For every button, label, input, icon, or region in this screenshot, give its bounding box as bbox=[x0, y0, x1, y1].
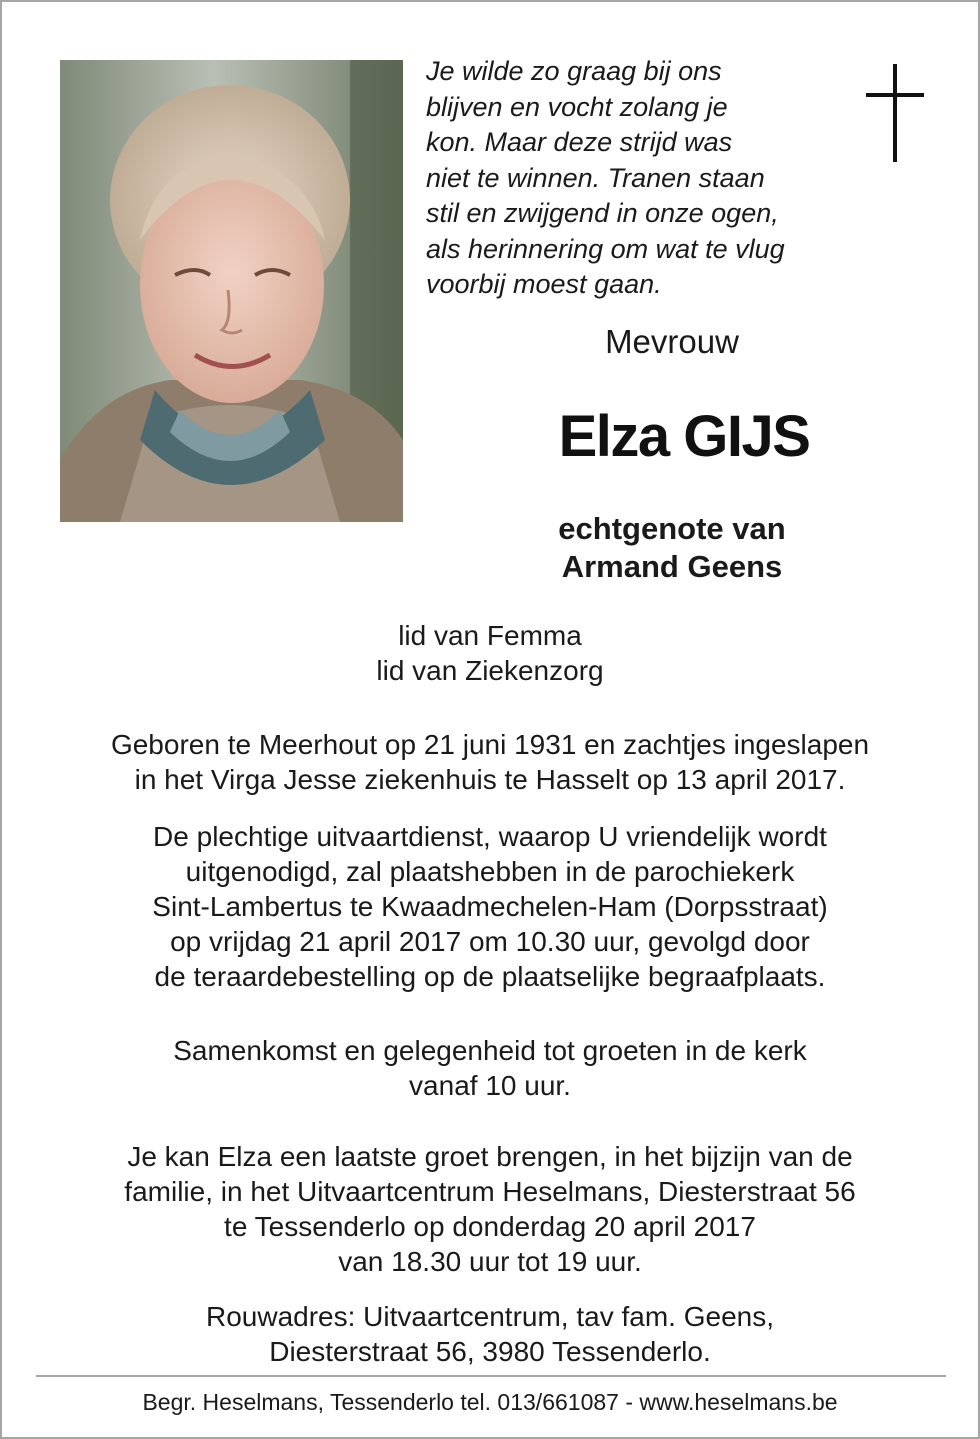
portrait-illustration bbox=[60, 60, 403, 522]
portrait-photo bbox=[60, 60, 403, 522]
text-line: in het Virga Jesse ziekenhuis te Hasselt op 13 april 2017. bbox=[134, 764, 846, 795]
poem-line: kon. Maar deze strijd was bbox=[426, 127, 733, 157]
funeral-service-paragraph bbox=[2, 819, 978, 994]
text-line: De plechtige uitvaartdienst, waarop U vriendelijk wordt bbox=[153, 821, 827, 852]
footer-divider bbox=[36, 1375, 946, 1377]
cross-icon bbox=[866, 64, 924, 162]
poem-line: niet te winnen. Tranen staan bbox=[426, 162, 765, 193]
text-line: op vrijdag 21 april 2017 om 10.30 uur, gevolgd door bbox=[170, 926, 810, 957]
funeral-home-footer: Begr. Heselmans, Tessenderlo tel. 013/661087 - www.heselmans.be bbox=[142, 1389, 838, 1415]
text-line: te Tessenderlo op donderdag 20 april 2017 bbox=[224, 1211, 756, 1242]
membership-item: lid van Femma bbox=[398, 620, 582, 651]
text-line: Diesterstraat 56, 3980 Tessenderlo. bbox=[269, 1336, 711, 1367]
poem-line: Je wilde zo graag bij ons bbox=[426, 56, 722, 86]
text-line: familie, in het Uitvaartcentrum Heselmans, Diesterstraat 56 bbox=[124, 1176, 856, 1207]
birth-death-paragraph bbox=[2, 727, 978, 797]
gathering-paragraph bbox=[2, 1033, 978, 1103]
honorific: Mevrouw bbox=[605, 323, 739, 360]
poem-line: als herinnering om wat te vlug bbox=[426, 233, 785, 264]
visitation-paragraph bbox=[2, 1139, 978, 1279]
text-line: vanaf 10 uur. bbox=[409, 1070, 571, 1101]
text-line: uitgenodigd, zal plaatshebben in de parochiekerk bbox=[185, 856, 795, 887]
poem-line: blijven en vocht zolang je bbox=[426, 91, 728, 122]
text-line: Sint-Lambertus te Kwaadmechelen-Ham (Dorpsstraat) bbox=[152, 891, 828, 922]
text-line: Rouwadres: Uitvaartcentrum, tav fam. Geens, bbox=[206, 1301, 774, 1332]
poem bbox=[426, 54, 866, 303]
spouse-label: echtgenote van bbox=[558, 511, 786, 546]
text-line: de teraardebestelling op de plaatselijke begraafplaats. bbox=[154, 961, 826, 992]
text-line: Je kan Elza een laatste groet brengen, in het bijzijn van de bbox=[127, 1141, 853, 1172]
poem-line: voorbij moest gaan. bbox=[426, 269, 662, 299]
spouse-block bbox=[422, 510, 922, 586]
text-line: van 18.30 uur tot 19 uur. bbox=[338, 1246, 642, 1277]
poem-line: stil en zwijgend in onze ogen, bbox=[426, 198, 779, 228]
spouse-name: Armand Geens bbox=[561, 549, 783, 584]
membership-item: lid van Ziekenzorg bbox=[376, 655, 604, 686]
mourning-address bbox=[2, 1299, 978, 1369]
text-line: Geboren te Meerhout op 21 juni 1931 en zachtjes ingeslapen bbox=[110, 729, 870, 760]
memberships bbox=[2, 618, 978, 688]
deceased-name: Elza GIJS bbox=[558, 404, 810, 469]
text-line: Samenkomst en gelegenheid tot groeten in de kerk bbox=[173, 1035, 807, 1066]
